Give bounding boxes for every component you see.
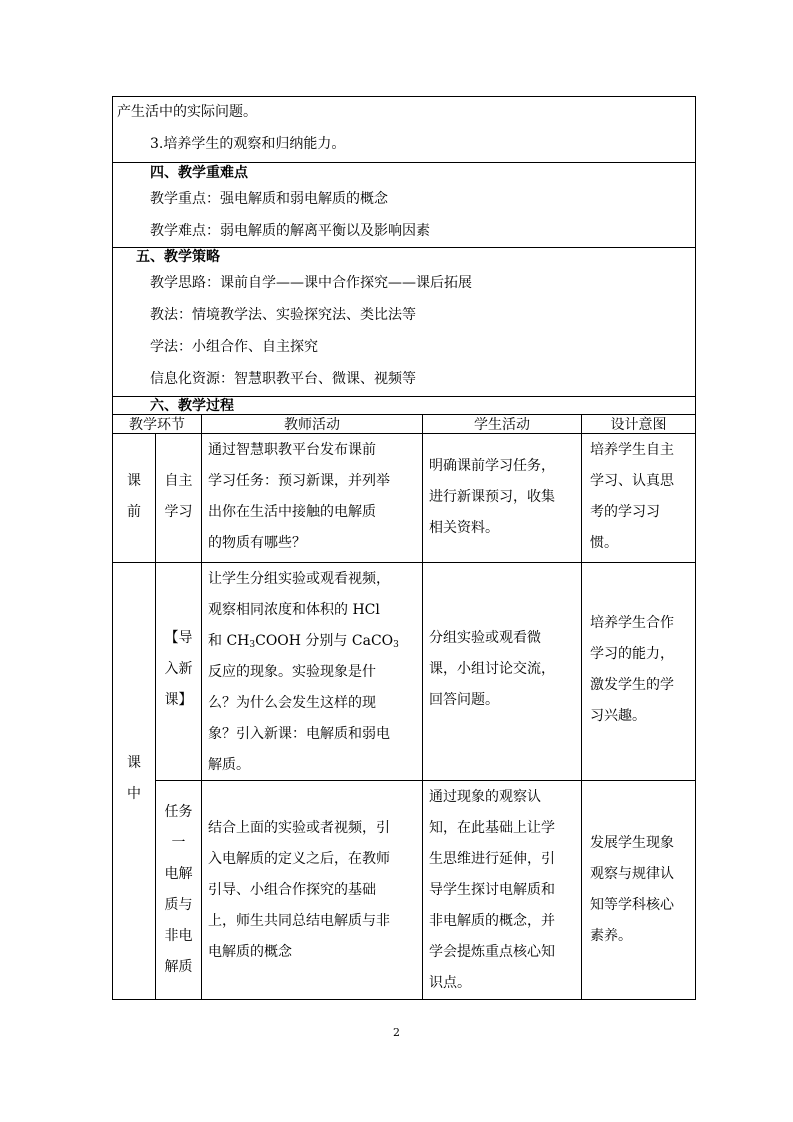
row-1-sub: [156, 466, 201, 528]
row-1-intent: [590, 435, 674, 559]
teaching-difficulty: 教学难点：弱电解质的解离平衡以及影响因素: [150, 223, 430, 239]
sub-line: 自主: [164, 473, 193, 489]
formula-part: COOH 分别与 CaCO: [255, 633, 394, 649]
student-line: 生思维进行延伸，引: [429, 851, 555, 867]
col-header-intent: 设计意图: [610, 417, 667, 433]
table-border-right: [695, 96, 696, 1000]
stage-char: 课: [127, 473, 141, 489]
intent-line: 培养学生合作: [590, 615, 674, 631]
teacher-line: 的物质有哪些？: [208, 535, 306, 551]
intent-line: 学习的能力，: [590, 646, 674, 662]
sub-line: 非电: [164, 928, 193, 944]
sub-line: 电解: [164, 866, 193, 882]
student-line: 相关资料。: [429, 520, 499, 536]
row-1-teacher: [208, 435, 390, 559]
subscript: 3: [393, 640, 399, 650]
intent-line: 习兴趣。: [590, 708, 646, 724]
intent-line: 发展学生现象: [590, 835, 674, 851]
section-5-heading: 五、教学策略: [136, 249, 220, 265]
row-3-teacher: [208, 813, 390, 968]
col-divider: [201, 414, 202, 1000]
sub-line: 解质: [164, 959, 193, 975]
stage-in: [113, 748, 155, 810]
stage-char: 课: [127, 755, 141, 771]
sub-line: 【导: [164, 630, 193, 646]
teacher-line: 入电解质的定义之后，在教师: [208, 851, 390, 867]
table-border-top: [112, 96, 696, 97]
student-line: 进行新课预习，收集: [429, 489, 555, 505]
student-line: 知，在此基础上让学: [429, 820, 555, 836]
teacher-line: 通过智慧职教平台发布课前: [208, 442, 376, 458]
stage-pre-text: [113, 466, 155, 528]
teacher-line: 么？为什么会发生这样的现: [208, 695, 376, 711]
row-2-teacher: [208, 564, 399, 781]
stage-char: 中: [127, 786, 141, 802]
intent-line: 观察与规律认: [590, 866, 674, 882]
intro-line-2: 3.培养学生的观察和归纳能力。: [150, 136, 346, 152]
section-6-heading: 六、教学过程: [150, 398, 234, 414]
teacher-line: 出你在生活中接触的电解质: [208, 504, 376, 520]
sub-line: 学习: [164, 504, 193, 520]
row-3-student: [429, 782, 555, 999]
intent-line: 素养。: [590, 928, 632, 944]
sub-line: 任务: [164, 804, 193, 820]
col-header-student: 学生活动: [474, 417, 530, 433]
intent-line: 考的学习习: [590, 504, 660, 520]
section-4-heading: 四、教学重难点: [150, 165, 248, 181]
sub-line: 质与: [164, 897, 193, 913]
sub-line: 入新: [164, 661, 193, 677]
subscript: 3: [249, 640, 256, 650]
teacher-line: [208, 626, 399, 657]
row-2-sub: [156, 623, 201, 716]
student-line: 非电解质的概念，并: [429, 913, 555, 929]
teacher-line: 结合上面的实验或者视频，引: [208, 820, 390, 836]
intent-line: 学习、认真思: [590, 473, 674, 489]
teacher-line: 解质。: [208, 757, 250, 773]
divider: [112, 562, 696, 563]
student-line: 导学生探讨电解质和: [429, 882, 555, 898]
col-divider: [422, 414, 423, 1000]
formula-part: 和 CH: [208, 633, 250, 649]
sub-line: 课】: [164, 692, 193, 708]
table-border-bottom: [112, 999, 696, 1000]
page-number: 2: [393, 1026, 400, 1039]
student-line: 课，小组讨论交流，: [429, 661, 555, 677]
intent-line: 激发学生的学: [590, 677, 674, 693]
intent-line: 培养学生自主: [590, 442, 674, 458]
learning-methods: 学法：小组合作、自主探究: [150, 339, 318, 355]
divider: [112, 162, 696, 163]
col-header-stage: 教学环节: [129, 417, 185, 433]
teacher-line: 电解质的概念: [208, 944, 292, 960]
teaching-path: 教学思路：课前自学——课中合作探究——课后拓展: [150, 275, 472, 291]
teacher-line: 反应的现象。实验现象是什: [208, 664, 376, 680]
intent-line: 知等学科核心: [590, 897, 674, 913]
sub-line: 一: [171, 835, 186, 851]
student-line: 明确课前学习任务，: [429, 458, 555, 474]
student-line: 识点。: [429, 975, 471, 991]
student-line: 回答问题。: [429, 692, 499, 708]
stage-char: 前: [127, 504, 141, 520]
table-border-left: [112, 96, 113, 1000]
teacher-line: 象？引入新课：电解质和弱电: [208, 726, 390, 742]
student-line: 学会提炼重点核心知: [429, 944, 555, 960]
col-divider: [581, 414, 582, 1000]
teacher-line: 观察相同浓度和体积的 HCl: [208, 602, 380, 618]
row-2-intent: [590, 608, 674, 732]
info-resources: 信息化资源：智慧职教平台、微课、视频等: [150, 371, 416, 387]
teaching-key-point: 教学重点：强电解质和弱电解质的概念: [150, 191, 388, 207]
col-header-teacher: 教师活动: [284, 417, 340, 433]
row-1-student: [429, 451, 555, 544]
stage-pre: [113, 466, 155, 528]
teacher-line: 让学生分组实验或观看视频，: [208, 571, 390, 587]
teacher-line: 学习任务：预习新课，并列举: [208, 473, 390, 489]
student-line: 分组实验或观看微: [429, 630, 541, 646]
row-2-student: [429, 623, 555, 716]
student-line: 通过现象的观察认: [429, 789, 541, 805]
teacher-line: 上，师生共同总结电解质与非: [208, 913, 390, 929]
row-3-sub: [156, 797, 201, 983]
intent-line: 惯。: [590, 535, 618, 551]
teaching-methods: 教法：情境教学法、实验探究法、类比法等: [150, 307, 416, 323]
stage-in-text: [113, 748, 155, 810]
intro-line-1: 产生活中的实际问题。: [117, 104, 257, 120]
row-3-intent: [590, 828, 674, 952]
teacher-line: 引导、小组合作探究的基础: [208, 882, 376, 898]
